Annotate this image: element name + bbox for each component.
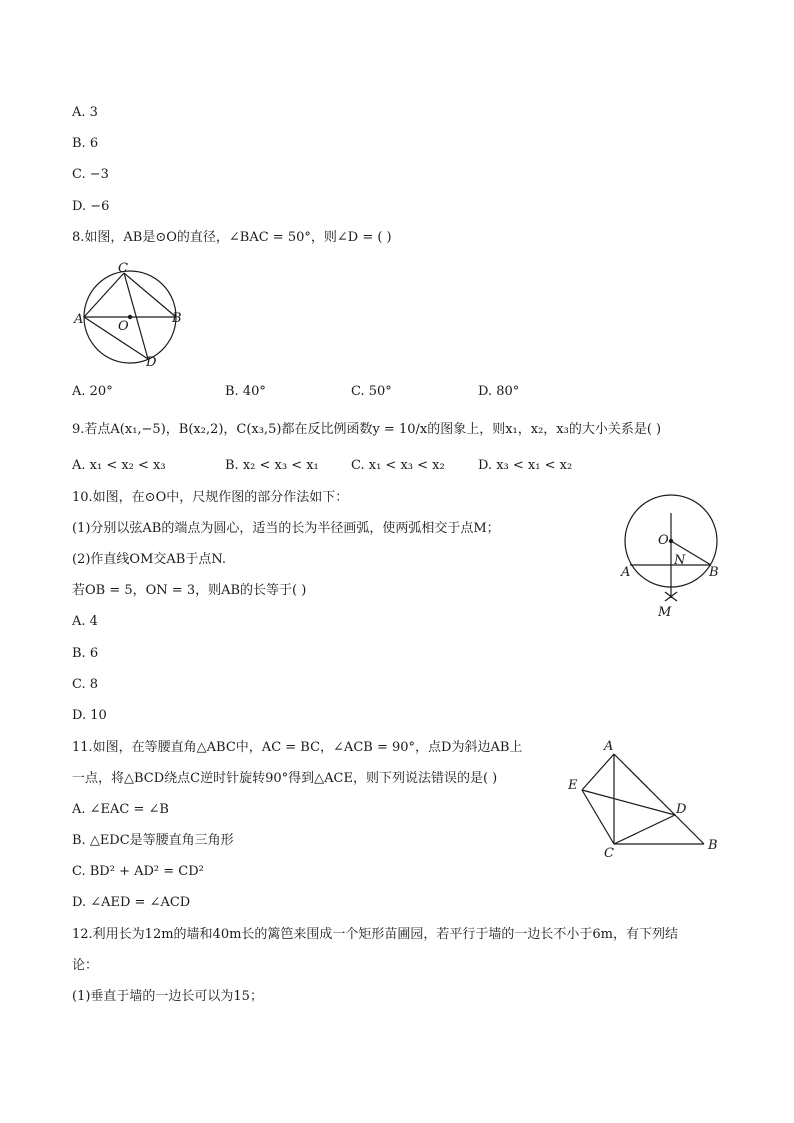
q8-option-a: A. 20° [72,384,113,399]
q11-stem-2: 一点，将△BCD绕点C逆时针旋转90°得到△ACE，则下列说法错误的是( ) [72,771,498,786]
q11-label-b: B [708,838,718,853]
q11-label-a: A [604,739,614,754]
q10-label-a: A [621,565,631,580]
q10-label-o: O [658,533,669,548]
q10-label-n: N [674,553,686,568]
q8-label-b: B [172,311,182,326]
q8-circle-figure [72,258,197,373]
q11-option-d: D. ∠AED = ∠ACD [72,895,191,910]
q10-label-b: B [709,565,719,580]
q10-option-b: B. 6 [72,646,99,661]
q11-option-a: A. ∠EAC = ∠B [72,802,169,817]
q11-label-e: E [568,778,578,793]
q8-option-c: C. 50° [351,384,392,399]
q8-option-b: B. 40° [225,384,266,399]
q9-option-d: D. x₃ < x₁ < x₂ [478,458,573,473]
q12-stem: 12.利用长为12m的墙和40m长的篱笆来围成一个矩形苗圃园，若平行于墙的一边长不小于6m，有下列结 [72,927,679,942]
q11-option-c: C. BD² + AD² = CD² [72,864,204,879]
q11-label-d: D [676,802,687,817]
q8-center-dot [128,315,131,318]
q11-segment-cd [614,815,675,844]
q11-stem: 11.如图，在等腰直角△ABC中，AC = BC，∠ACB = 90°，点D为斜边AB上 [72,740,523,755]
q9-option-b: B. x₂ < x₃ < x₁ [225,458,319,473]
q11-segment-ec [582,790,614,844]
q11-label-c: C [604,846,614,861]
q10-option-a: A. 4 [72,614,98,629]
q9-stem: 9.若点A(x₁,−5)，B(x₂,2)，C(x₃,5)都在反比例函数y = 10/x的图象上，则x₁，x₂，x₃的大小关系是( ) [72,422,662,437]
q7-option-c: C. −3 [72,167,109,182]
q11-hypotenuse-ab [614,754,704,844]
q12-item-1: (1)垂直于墙的一边长可以为15； [72,989,263,1004]
q7-option-d: D. −6 [72,199,110,214]
q11-segment-ea [582,754,614,790]
q12-stem-2: 论： [72,958,99,973]
q10-step-1: (1)分别以弦AB的端点为圆心，适当的长为半径画弧，使两弧相交于点M； [72,521,500,536]
q7-option-b: B. 6 [72,136,99,151]
q8-label-o: O [118,319,129,334]
q11-option-b: B. △EDC是等腰直角三角形 [72,833,234,848]
q10-center-dot [669,539,672,542]
q8-label-d: D [146,355,157,370]
q10-option-d: D. 10 [72,708,107,723]
q8-option-d: D. 80° [478,384,520,399]
q10-step-2: (2)作直线OM交AB于点N. [72,552,227,567]
q8-label-c: C [118,261,128,276]
q10-label-m: M [658,605,672,620]
q7-option-a: A. 3 [72,105,98,120]
q9-option-a: A. x₁ < x₂ < x₃ [72,458,166,473]
q8-label-a: A [74,312,84,327]
q8-stem: 8.如图，AB是⊙O的直径，∠BAC = 50°，则∠D = ( ) [72,230,392,245]
q11-triangle-figure [562,736,732,864]
q9-option-c: C. x₁ < x₃ < x₂ [351,458,445,473]
q10-stem: 10.如图，在⊙O中，尺规作图的部分作法如下： [72,490,349,505]
q10-option-c: C. 8 [72,677,99,692]
q10-condition: 若OB = 5，ON = 3，则AB的长等于( ) [72,583,307,598]
q11-segment-ed [582,790,675,815]
q8-chord-cb [124,273,176,317]
q10-circle-figure [614,486,729,621]
